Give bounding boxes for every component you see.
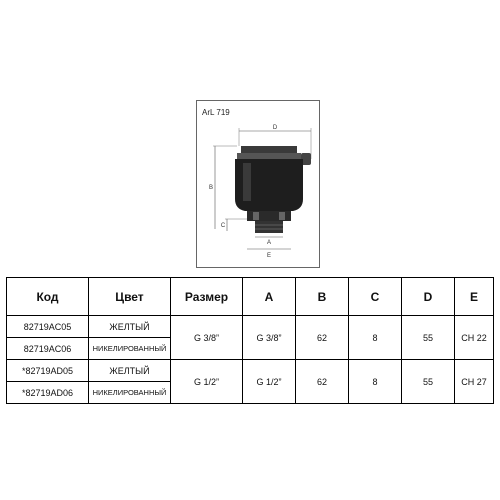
header-d: D xyxy=(402,278,455,316)
cell-d: 55 xyxy=(402,316,455,360)
article-label: ArL 719 xyxy=(202,108,230,117)
table-row xyxy=(7,360,494,382)
dim-e-label: E xyxy=(266,253,272,259)
cell-code: *82719AD06 xyxy=(7,382,89,404)
cell-c: 8 xyxy=(349,316,402,360)
cell-size: G 3/8” xyxy=(171,316,243,360)
cell-color: ЖЕЛТЫЙ xyxy=(89,360,171,382)
dim-b-label: B xyxy=(208,185,214,191)
table-header-row xyxy=(7,278,494,316)
cell-b: 62 xyxy=(296,360,349,404)
cell-b: 62 xyxy=(296,316,349,360)
cell-code: *82719AD05 xyxy=(7,360,89,382)
cell-code: 82719AC06 xyxy=(7,338,89,360)
dim-c-label: C xyxy=(220,223,226,229)
header-size: Размер xyxy=(171,278,243,316)
technical-drawing xyxy=(196,100,320,268)
header-a: A xyxy=(243,278,296,316)
header-code: Код xyxy=(7,278,89,316)
cell-d: 55 xyxy=(402,360,455,404)
spec-table xyxy=(6,277,494,404)
vent-thread xyxy=(255,221,283,233)
header-c: C xyxy=(349,278,402,316)
header-b: B xyxy=(296,278,349,316)
header-e: E xyxy=(455,278,494,316)
dim-a-label: A xyxy=(266,240,272,246)
cell-e: CH 22 xyxy=(455,316,494,360)
air-vent-drawing xyxy=(197,101,321,269)
cell-e: CH 27 xyxy=(455,360,494,404)
vent-cap xyxy=(241,146,297,153)
dim-d-label: D xyxy=(272,125,278,131)
cell-color: НИКЕЛИРОВАННЫЙ xyxy=(89,338,171,360)
cell-c: 8 xyxy=(349,360,402,404)
cell-size: G 1/2” xyxy=(171,360,243,404)
cell-color: НИКЕЛИРОВАННЫЙ xyxy=(89,382,171,404)
cell-code: 82719AC05 xyxy=(7,316,89,338)
cell-a: G 1/2” xyxy=(243,360,296,404)
cell-color: ЖЕЛТЫЙ xyxy=(89,316,171,338)
table-row xyxy=(7,316,494,338)
cell-a: G 3/8” xyxy=(243,316,296,360)
header-color: Цвет xyxy=(89,278,171,316)
